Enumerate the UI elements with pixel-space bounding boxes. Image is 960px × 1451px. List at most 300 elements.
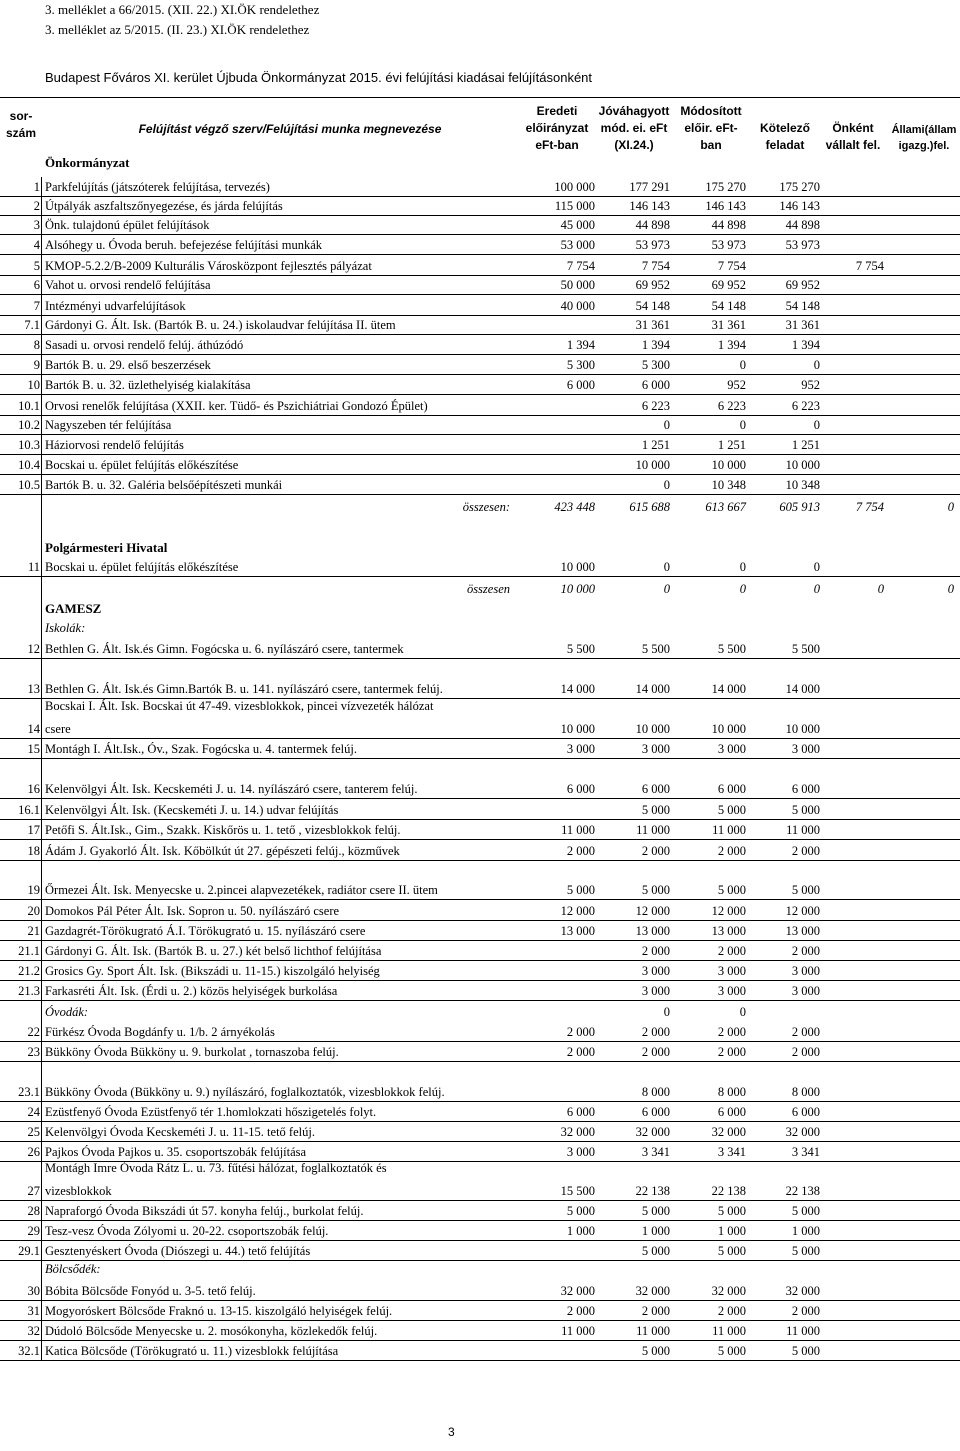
row-value-2: 5 000 [641, 883, 670, 897]
row-number: 2 [33, 199, 40, 213]
row-value-1: 12 000 [560, 904, 595, 918]
row-number: 14 [27, 722, 40, 736]
row-number: 1 [33, 180, 40, 194]
row-value-2: 5 500 [641, 642, 670, 656]
table-row [0, 901, 960, 921]
table-row [0, 739, 960, 759]
row-name: Bethlen G. Ált. Isk.és Gimn. Fogócska u. 6. nyílászáró csere, tantermek [45, 642, 404, 656]
row-value-2: 5 000 [641, 1204, 670, 1218]
row-number: 3 [33, 218, 40, 232]
row-name: Bethlen G. Ált. Isk.és Gimn.Bartók B. u. 141. nyílászáró csere, tantermek felúj. [45, 682, 443, 696]
row-number: 23.1 [18, 1085, 40, 1099]
row-number: 26 [27, 1145, 40, 1159]
row-value-4: 2 000 [791, 944, 820, 958]
table-row [0, 1102, 960, 1122]
row-number: 13 [27, 682, 40, 696]
row-value-4: 5 000 [791, 1204, 820, 1218]
row-value-1: 3 000 [566, 742, 595, 756]
row-number: 10.3 [18, 438, 40, 452]
row-number: 16.1 [18, 803, 40, 817]
row-value-4: 12 000 [785, 904, 820, 918]
row-value-1: 50 000 [560, 278, 595, 292]
col-sorszam: sor-szám [5, 109, 37, 140]
row-value-4: 0 [813, 560, 820, 574]
row-value-3: 54 148 [711, 299, 746, 313]
row-value-3: 5 000 [717, 1204, 746, 1218]
row-name: Intézményi udvarfelújítások [45, 299, 186, 313]
row-name: Katica Bölcsőde (Törökugrató u. 11.) vizesblokk felújítása [45, 1344, 339, 1358]
row-name: Mogyoróskert Bölcsőde Fraknó u. 13-15. kiszolgáló helyiségek felúj. [45, 1304, 393, 1318]
table-row [0, 315, 960, 335]
total-row-polgarmesteri [0, 579, 960, 599]
row-value-1: 6 000 [566, 1105, 595, 1119]
row-value-2: 2 000 [641, 1304, 670, 1318]
row-value-1: 53 000 [560, 238, 595, 252]
row-value-4: 32 000 [785, 1125, 820, 1139]
table-row [0, 275, 960, 295]
row-value-1: 10 000 [560, 560, 595, 574]
row-name: Napraforgó Óvoda Bikszádi út 57. konyha felúj., burkolat felúj. [45, 1204, 364, 1218]
row-value-4: 1 000 [791, 1224, 820, 1238]
row-name: Bocskai u. épület felújítás előkészítése [45, 458, 239, 472]
row-value-1: 1 394 [566, 338, 595, 352]
row-value-4: 22 138 [785, 1184, 820, 1198]
row-value-3: 32 000 [711, 1125, 746, 1139]
row-number: 16 [27, 782, 40, 796]
row-name: Domokos Pál Péter Ált. Isk. Sopron u. 50. nyílászáró csere [45, 904, 340, 918]
row-rule [0, 758, 960, 759]
row-value-4: 6 000 [791, 1105, 820, 1119]
row-value-4: 2 000 [791, 844, 820, 858]
row-value-3: 5 000 [717, 1244, 746, 1258]
row-value-5: 7 754 [855, 259, 884, 273]
table-row [0, 557, 960, 577]
row-rule [0, 899, 960, 900]
row-rule [0, 839, 960, 840]
row-name: Gesztenyéskert Óvoda (Diószegi u. 44.) tető felújítás [45, 1244, 311, 1258]
row-value-4: 3 000 [791, 742, 820, 756]
row-value-3: 14 000 [711, 682, 746, 696]
row-value-4: 10 000 [785, 458, 820, 472]
row-rule [0, 1360, 960, 1361]
row-value-2: 32 000 [635, 1284, 670, 1298]
row-value-4: 31 361 [785, 318, 820, 332]
row-value-1: 11 000 [561, 823, 595, 837]
row-value-2: 3 000 [641, 984, 670, 998]
row-value-3: 3 000 [717, 742, 746, 756]
row-name: Montágh I. Ált.Isk., Óv., Szak. Fogócska u. 4. tantermek felúj. [45, 742, 357, 756]
header-line-1: 3. melléklet a 66/2015. (XII. 22.) XI.ÖK rendelethez [45, 2, 320, 17]
row-value-4: 3 000 [791, 964, 820, 978]
table-row [0, 1122, 960, 1142]
total-v2: 615 688 [629, 500, 670, 514]
row-value-1: 3 000 [566, 1145, 595, 1159]
row-value-3: 3 000 [717, 984, 746, 998]
row-value-1: 32 000 [560, 1284, 595, 1298]
row-number: 10.4 [18, 458, 40, 472]
row-number: 10.2 [18, 418, 40, 432]
table-row [0, 961, 960, 981]
row-number: 24 [27, 1105, 40, 1119]
row-number: 21.1 [18, 944, 40, 958]
row-value-3: 32 000 [711, 1284, 746, 1298]
row-value-2: 6 000 [641, 782, 670, 796]
row-value-1: 40 000 [560, 299, 595, 313]
row-number: 17 [27, 823, 40, 837]
row-name: Fürkész Óvoda Bogdánfy u. 1/b. 2 árnyékolás [45, 1025, 275, 1039]
row-rule [0, 394, 960, 395]
row-value-3: 53 973 [711, 238, 746, 252]
total-v2: 0 [663, 582, 670, 596]
row-name: Pajkos Óvoda Pajkos u. 35. csoportszobák felújítása [45, 1145, 307, 1159]
row-value-4: 5 000 [791, 1244, 820, 1258]
row-value-2: 1 000 [641, 1224, 670, 1238]
row-value-4: 3 341 [791, 1145, 820, 1159]
row-value-3: 952 [727, 378, 746, 392]
row-value-1: 2 000 [566, 1304, 595, 1318]
row-value-1: 10 000 [560, 722, 595, 736]
row-value-3: 1 000 [717, 1224, 746, 1238]
row-value-3: 5 000 [717, 1344, 746, 1358]
row-value-2: 0 [663, 478, 670, 492]
row-value-2: 12 000 [635, 904, 670, 918]
row-value-2: 22 138 [635, 1184, 670, 1198]
row-value-4: 11 000 [786, 823, 820, 837]
row-value-2: 31 361 [635, 318, 670, 332]
table-row [0, 779, 960, 799]
table-row [0, 941, 960, 961]
table-row [0, 880, 960, 900]
row-name: csere [45, 722, 71, 736]
row-value-2: 3 341 [641, 1145, 670, 1159]
table-row [0, 355, 960, 375]
row-rule [0, 294, 960, 295]
row-rule [0, 576, 960, 577]
row-number: 15 [27, 742, 40, 756]
row-number: 8 [33, 338, 40, 352]
table-row [0, 215, 960, 235]
row-name: Parkfelújítás (játszóterek felújítása, tervezés) [45, 180, 270, 194]
row-rule [0, 658, 960, 659]
row-value-2: 1 394 [641, 338, 670, 352]
row-name: Alsóhegy u. Óvoda beruh. befejezése felújítási munkák [45, 238, 322, 252]
row-value-4: 175 270 [779, 180, 820, 194]
row-value-2: 14 000 [635, 682, 670, 696]
table-row [0, 1281, 960, 1301]
col-name: Felújítást végző szerv/Felújítási munka megnevezése [138, 122, 442, 136]
row-value-2: 54 148 [635, 299, 670, 313]
row-number: 21.3 [18, 984, 40, 998]
row-value-4: 54 148 [785, 299, 820, 313]
table-row [0, 1201, 960, 1221]
row-number: 11 [27, 560, 40, 574]
table-row [0, 1042, 960, 1062]
total-v6: 0 [947, 500, 954, 514]
row-value-2: 32 000 [635, 1125, 670, 1139]
row-name: Petőfi S. Ált.Isk., Gim., Szakk. Kiskőrös u. 1. tető , vizesblokkok felúj. [45, 823, 401, 837]
total-v3: 613 667 [705, 500, 746, 514]
table-row [0, 455, 960, 475]
row-value-1: 14 000 [560, 682, 595, 696]
row-value-4: 32 000 [785, 1284, 820, 1298]
row-rule [0, 1000, 960, 1001]
row-number: 22 [27, 1025, 40, 1039]
table-row [0, 639, 960, 659]
table-row [0, 296, 960, 316]
table-row [0, 335, 960, 355]
row-value-3: 5 000 [717, 803, 746, 817]
row-name: Orvosi renelők felújítása (XXII. ker. Tüdő- és Pszichiátriai Gondozó Épület) [45, 399, 428, 413]
row-14-line-1: Bocskai I. Ált. Isk. Bocskai út 47-49. vizesblokkok, pincei vízvezeték hálózat [45, 699, 434, 713]
total-v5: 0 [877, 582, 884, 596]
row-value-3: 2 000 [717, 1045, 746, 1059]
row-name: KMOP-5.2.2/B-2009 Kulturális Városközpont fejlesztés pályázat [45, 259, 372, 273]
table-row [0, 1341, 960, 1361]
row-rule [0, 860, 960, 861]
row-name: Bocskai u. épület felújítás előkészítése [45, 560, 239, 574]
row-name: Gárdonyi G. Ált. Isk. (Bartók B. u. 27.) két belső lichthof felújítása [45, 944, 382, 958]
row-value-3: 10 000 [711, 722, 746, 736]
total-v4: 605 913 [779, 500, 820, 514]
row-value-2: 11 000 [636, 823, 670, 837]
col-eredeti: Eredeti előirányzat eFt-ban [525, 104, 589, 152]
table-row [0, 679, 960, 699]
row-value-3: 1 394 [717, 338, 746, 352]
row-value-3: 2 000 [717, 844, 746, 858]
row-value-4: 10 348 [785, 478, 820, 492]
row-value-2: 2 000 [641, 1045, 670, 1059]
row-value-4: 6 000 [791, 782, 820, 796]
row-value-1: 100 000 [554, 180, 595, 194]
row-value-1: 2 000 [566, 844, 595, 858]
row-value-1: 1 000 [566, 1224, 595, 1238]
row-value-1: 2 000 [566, 1025, 595, 1039]
row-number: 32.1 [18, 1344, 40, 1358]
row-value-4: 5 000 [791, 883, 820, 897]
row-value-4: 2 000 [791, 1025, 820, 1039]
row-value-4: 10 000 [785, 722, 820, 736]
row-value-3: 10 000 [711, 458, 746, 472]
row-value-4: 11 000 [786, 1324, 820, 1338]
row-name: Kelenvölgyi Ált. Isk. (Kecskeméti J. u. 14.) udvar felújítás [45, 803, 339, 817]
row-name: Kelenvölgyi Óvoda Kecskeméti J. u. 11-15. tető felúj. [45, 1125, 315, 1139]
row-value-1: 13 000 [560, 924, 595, 938]
row-value-2: 3 000 [641, 964, 670, 978]
row-value-3: 12 000 [711, 904, 746, 918]
row-number: 27 [27, 1184, 40, 1198]
row-rule [0, 494, 960, 495]
row-value-2: 177 291 [629, 180, 670, 194]
row-value-4: 1 251 [791, 438, 820, 452]
row-value-4: 69 952 [785, 278, 820, 292]
row-name: Önk. tulajdonú épület felújítások [45, 218, 210, 232]
row-value-4: 5 500 [791, 642, 820, 656]
row-value-2: 69 952 [635, 278, 670, 292]
col-jovahagyott: Jóváhagyott mód. ei. eFt (XI.24.) [598, 104, 670, 152]
row-value-4: 1 394 [791, 338, 820, 352]
table-row [0, 256, 960, 276]
row-27-line-1: Montágh Imre Óvoda Rátz L. u. 73. fűtési hálózat, foglalkoztatók és [45, 1161, 387, 1175]
row-value-1: 11 000 [561, 1324, 595, 1338]
table-row [0, 841, 960, 861]
row-value-3: 3 000 [717, 964, 746, 978]
row-value-3: 69 952 [711, 278, 746, 292]
table-row [0, 196, 960, 216]
row-name: Kelenvölgyi Ált. Isk. Kecskeméti J. u. 14. nyílászáró csere, tanterem felúj. [45, 782, 418, 796]
row-value-1: 5 000 [566, 883, 595, 897]
row-value-2: 53 973 [635, 238, 670, 252]
row-value-3: 146 143 [705, 199, 746, 213]
page-number: 3 [448, 1425, 455, 1439]
table-row [0, 475, 960, 495]
row-number: 18 [27, 844, 40, 858]
row-name: Ádám J. Gyakorló Ált. Isk. Kőbölkút út 27. gépészeti felúj., közművek [45, 844, 400, 858]
row-name: Grosics Gy. Sport Ált. Isk. (Bikszádi u. 11-15.) kiszolgáló helyiség [45, 964, 380, 978]
row-value-2: 44 898 [635, 218, 670, 232]
subsection-ovodak-row [0, 1002, 960, 1022]
row-rule [0, 254, 960, 255]
row-value-3: 5 000 [717, 883, 746, 897]
total-v5: 7 754 [855, 500, 884, 514]
row-value-3: 10 348 [711, 478, 746, 492]
section-polgarmesteri: Polgármesteri Hivatal [45, 540, 168, 555]
section-onkormanyzat: Önkormányzat [45, 155, 130, 170]
row-value-1: 45 000 [560, 218, 595, 232]
row-name: Őrmezei Ált. Isk. Menyecske u. 2.pincei alapvezetékek, radiátor csere II. ütem [45, 883, 438, 897]
row-value-1: 15 500 [560, 1184, 595, 1198]
row-number: 19 [27, 883, 40, 897]
table-row [0, 820, 960, 840]
row-value-1: 5 300 [566, 358, 595, 372]
table-row [0, 396, 960, 416]
row-number: 9 [33, 358, 40, 372]
row-value-2: 6 223 [641, 399, 670, 413]
row-name: Vahot u. orvosi rendelő felújítása [45, 278, 211, 292]
row-value-4: 8 000 [791, 1085, 820, 1099]
table-row [0, 981, 960, 1001]
row-value-2: 5 300 [641, 358, 670, 372]
row-value-3: 6 000 [717, 782, 746, 796]
row-name: Dúdoló Bölcsőde Menyecske u. 2. mosókonyha, közlekedők felúj. [45, 1324, 378, 1338]
row-value-1: 115 000 [554, 199, 595, 213]
col-onkent: Önként vállalt fel. [825, 121, 881, 152]
row-name: Tesz-vesz Óvoda Zólyomi u. 20-22. csoportszobák felúj. [45, 1224, 329, 1238]
row-number: 21.2 [18, 964, 40, 978]
row-value-3: 22 138 [711, 1184, 746, 1198]
total-v1: 423 448 [554, 500, 595, 514]
row-value-2: 10 000 [635, 458, 670, 472]
table-row [0, 1221, 960, 1241]
row-value-3: 0 [739, 560, 746, 574]
row-rule [0, 798, 960, 799]
row-value-3: 2 000 [717, 944, 746, 958]
row-name: Bartók B. u. 32. üzlethelyiség kialakítása [45, 378, 251, 392]
row-value-4: 44 898 [785, 218, 820, 232]
row-value-3: 3 341 [717, 1145, 746, 1159]
row-value-3: 6 000 [717, 1105, 746, 1119]
row-name: Farkasréti Ált. Isk. (Érdi u. 2.) közös helyiségek burkolása [45, 984, 338, 998]
row-value-3: 5 500 [717, 642, 746, 656]
row-value-3: 44 898 [711, 218, 746, 232]
row-value-4: 6 223 [791, 399, 820, 413]
row-value-4: 53 973 [785, 238, 820, 252]
section-gamesz: GAMESZ [45, 601, 102, 616]
row-value-3: 0 [739, 418, 746, 432]
total-v4: 0 [813, 582, 820, 596]
row-value-2: 11 000 [636, 1324, 670, 1338]
total-v3: 0 [739, 582, 746, 596]
col-modositott: Módosított előir. eFt-ban [680, 104, 742, 152]
subsection-iskolak: Iskolák: [45, 621, 86, 635]
row-number: 30 [27, 1284, 40, 1298]
table-row [0, 1082, 960, 1102]
row-value-3: 31 361 [711, 318, 746, 332]
row-value-3: 1 251 [717, 438, 746, 452]
row-name: Bóbita Bölcsőde Fonyód u. 3-5. tető felúj. [45, 1284, 256, 1298]
table-row [0, 235, 960, 255]
subsection-ovodak: Óvodák: [45, 1005, 89, 1019]
row-name: Sasadi u. orvosi rendelő felúj. áthúzódó [45, 338, 244, 352]
row-name: Gárdonyi G. Ált. Isk. (Bartók B. u. 24.) iskolaudvar felújítása II. ütem [45, 318, 396, 332]
row-value-4: 952 [801, 378, 820, 392]
row-value-1: 32 000 [560, 1125, 595, 1139]
row-value-4: 5 000 [791, 803, 820, 817]
row-value-4: 2 000 [791, 1045, 820, 1059]
col-kotelezo: Kötelező feladat [759, 121, 810, 152]
row-number: 6 [33, 278, 40, 292]
total-row-onkormanyzat [0, 497, 960, 517]
table-row [0, 1181, 960, 1201]
row-value-2: 3 000 [641, 742, 670, 756]
row-number: 25 [27, 1125, 40, 1139]
row-name: Bükköny Óvoda (Bükköny u. 9.) nyílászáró, foglalkoztatók, vizesblokkok felúj. [45, 1085, 445, 1099]
row-value-4: 0 [813, 358, 820, 372]
row-number: 4 [33, 238, 40, 252]
row-value-2: 6 000 [641, 1105, 670, 1119]
row-value-2: 13 000 [635, 924, 670, 938]
row-rule [0, 1061, 960, 1062]
table-row [0, 177, 960, 197]
row-name: Bükköny Óvoda Bükköny u. 9. burkolat , tornaszoba felúj. [45, 1045, 339, 1059]
row-name: Nagyszeben tér felújítása [45, 418, 172, 432]
row-value-4: 3 000 [791, 984, 820, 998]
table-row [0, 800, 960, 820]
row-number: 28 [27, 1204, 40, 1218]
subsection-bolcsodek: Bölcsődék: [45, 1262, 101, 1276]
row-number: 5 [33, 259, 40, 273]
row-name: vizesblokkok [45, 1184, 112, 1198]
row-value-1: 2 000 [566, 1045, 595, 1059]
row-value-4: 2 000 [791, 1304, 820, 1318]
row-value-1: 6 000 [566, 378, 595, 392]
row-value-2: 6 000 [641, 378, 670, 392]
row-value-1: 6 000 [566, 782, 595, 796]
row-number: 12 [27, 642, 40, 656]
header-line-2: 3. melléklet az 5/2015. (II. 23.) XI.ÖK rendelethez [45, 22, 310, 37]
total-v6: 0 [947, 582, 954, 596]
table-row [0, 1321, 960, 1341]
table-row [0, 921, 960, 941]
row-value-3: 2 000 [717, 1025, 746, 1039]
row-value-2: 2 000 [641, 1025, 670, 1039]
row-value-2: 2 000 [641, 944, 670, 958]
row-number: 10.1 [18, 399, 40, 413]
row-value-2: 1 251 [641, 438, 670, 452]
row-value-4: 13 000 [785, 924, 820, 938]
ovodak-v2: 0 [663, 1005, 670, 1019]
row-value-3: 0 [739, 358, 746, 372]
row-rule [0, 1260, 960, 1261]
